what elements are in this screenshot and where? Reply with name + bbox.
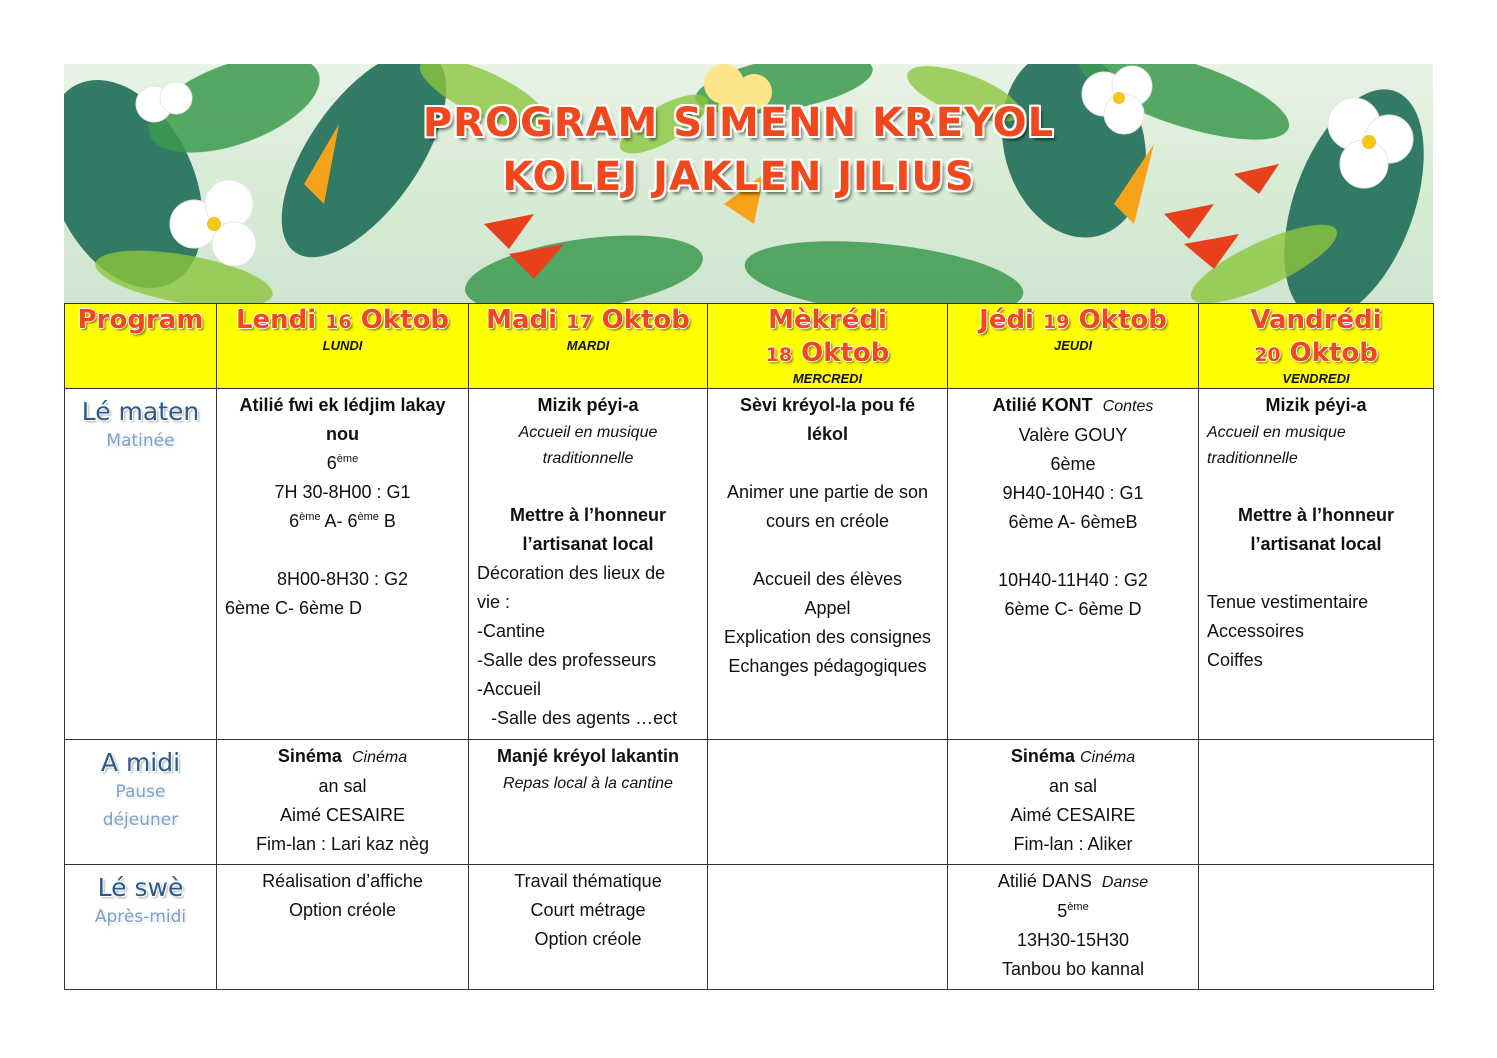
list-item: Tenue vestimentaire	[1207, 592, 1369, 612]
activity-title-line	[956, 867, 1190, 897]
list-item: -Salle des professeurs	[477, 650, 657, 670]
row-morning	[65, 389, 1434, 740]
class-number: 6	[326, 453, 337, 473]
activity-title-cont: nou	[326, 424, 359, 444]
day-number: 16	[325, 311, 352, 333]
slot-noon	[65, 740, 217, 865]
banner-title-line2: KOLEJ JAKLEN JILIUS	[502, 154, 975, 200]
activity-detail: Aimé CESAIRE	[279, 805, 406, 825]
header-row	[65, 304, 1434, 389]
class-groups	[225, 507, 460, 536]
day-french: LUNDI	[322, 338, 363, 353]
class-level	[956, 897, 1190, 926]
day-title	[217, 304, 468, 339]
activity-title: Atilié fwi ek lédjim lakay	[239, 395, 446, 415]
cell-afternoon-friday	[1199, 865, 1434, 990]
time-slot: 10H40-11H40 : G2	[998, 570, 1148, 590]
time-slot: 13H30-15H30	[1016, 930, 1130, 950]
day-name: Mèkrédi	[768, 305, 887, 335]
class-groups: 6ème C- 6ème D	[225, 598, 363, 618]
class-number: 5	[1057, 901, 1068, 921]
activity-detail: Fim-lan : Aliker	[1013, 834, 1133, 854]
activity-detail: cours en créole	[765, 511, 890, 531]
row-noon	[65, 740, 1434, 865]
activity-title: Sinéma	[1010, 746, 1075, 766]
activity-title-cont: l’artisanat local	[1250, 534, 1382, 554]
slot-subtitle: Pause	[115, 782, 166, 802]
day-month: Oktob	[360, 305, 450, 335]
day-number: 18	[765, 344, 793, 366]
day-number: 19	[1043, 311, 1070, 333]
activity-title-line	[956, 391, 1190, 421]
cell-afternoon-tuesday	[469, 865, 708, 990]
header-day-friday	[1199, 304, 1434, 389]
header-day-thursday	[948, 304, 1199, 389]
list-item: -Cantine	[477, 621, 546, 641]
spacer	[716, 449, 939, 478]
day-french: MARDI	[566, 338, 610, 353]
tropical-banner	[64, 64, 1433, 304]
slot-afternoon	[65, 865, 217, 990]
header-day-wednesday	[708, 304, 948, 389]
class-number: A- 6	[320, 511, 358, 531]
activity-subtitle: Cinéma	[1079, 749, 1136, 766]
header-program	[65, 304, 217, 389]
activity-title: Manjé kréyol lakantin	[496, 746, 680, 766]
header-day-tuesday	[469, 304, 708, 389]
day-name: Jédi	[979, 305, 1034, 335]
activity-title: Mettre à l’honneur	[509, 505, 666, 525]
slot-subtitle-cont: déjeuner	[102, 810, 179, 830]
activity-subtitle: Accueil en musique	[518, 424, 658, 441]
header-day-monday	[217, 304, 469, 389]
activity-detail: Appel	[804, 598, 851, 618]
activity-title: Atilié KONT	[992, 395, 1093, 415]
activity-detail: an sal	[318, 776, 367, 796]
activity-detail: Travail thématique	[514, 871, 662, 891]
list-item: Coiffes	[1207, 650, 1263, 670]
class-letter: B	[378, 511, 396, 531]
activity-detail: an sal	[1048, 776, 1098, 796]
cell-morning-thursday	[948, 389, 1199, 740]
activity-detail: Accueil des élèves	[752, 569, 903, 589]
activity-detail: Court métrage	[530, 900, 646, 920]
day-title	[469, 304, 707, 339]
spacer	[956, 537, 1190, 566]
class-suffix: ème	[357, 511, 379, 523]
activity-subtitle: Cinéma	[351, 749, 408, 766]
cell-afternoon-wednesday	[708, 865, 948, 990]
spacer	[1207, 559, 1425, 588]
activity-detail: Explication des consignes	[723, 627, 932, 647]
spacer	[1207, 472, 1425, 501]
activity-detail: Aimé CESAIRE	[1010, 805, 1136, 825]
cell-afternoon-monday	[217, 865, 469, 990]
activity-subtitle: Accueil en musique	[1207, 424, 1346, 441]
activity-detail: Option créole	[288, 900, 397, 920]
activity-subtitle-cont: traditionnelle	[542, 450, 634, 467]
day-french: VENDREDI	[1282, 371, 1350, 386]
cell-morning-monday	[217, 389, 469, 740]
day-number: 20	[1254, 344, 1281, 366]
schedule-table	[64, 303, 1434, 990]
slot-morning	[65, 389, 217, 740]
slot-title: A midi	[100, 748, 181, 777]
activity-detail: Tanbou bo kannal	[1001, 959, 1145, 979]
activity-detail: Valère GOUY	[1018, 425, 1128, 445]
banner-title-line1: PROGRAM SIMENN KREYOL	[422, 100, 1055, 146]
slot-subtitle: Matinée	[106, 431, 175, 451]
list-item: -Salle des agents …ect	[491, 708, 678, 728]
day-month: Oktob	[801, 338, 890, 368]
day-month: Oktob	[1078, 305, 1167, 335]
class-level	[225, 449, 460, 478]
activity-detail: Décoration des lieux de	[477, 563, 666, 583]
activity-subtitle: Repas local à la cantine	[503, 775, 673, 792]
activity-title-line	[225, 742, 460, 772]
day-name: Madi	[486, 305, 558, 335]
slot-subtitle: Après-midi	[94, 907, 187, 927]
class-suffix: ème	[336, 453, 359, 465]
list-item: Accessoires	[1207, 621, 1305, 641]
cell-noon-thursday	[948, 740, 1199, 865]
time-slot: 7H 30-8H00 : G1	[274, 482, 411, 502]
header-program-label: Program	[77, 305, 204, 335]
cell-morning-wednesday	[708, 389, 948, 740]
spacer	[716, 536, 939, 565]
class-suffix: ème	[1067, 901, 1089, 913]
day-french: JEUDI	[1053, 338, 1093, 353]
slot-title: Lé swè	[97, 873, 184, 902]
cell-noon-wednesday	[708, 740, 948, 865]
activity-detail: Echanges pédagogiques	[728, 656, 927, 676]
class-groups: 6ème A- 6èmeB	[1008, 512, 1138, 532]
day-name: Lendi	[235, 305, 317, 335]
time-slot: 8H00-8H30 : G2	[276, 569, 409, 589]
spacer	[225, 536, 460, 565]
activity-detail: Option créole	[534, 929, 642, 949]
class-level: 6ème	[1050, 454, 1096, 474]
day-french: MERCREDI	[792, 371, 863, 386]
activity-detail: vie :	[477, 592, 511, 612]
cell-noon-monday	[217, 740, 469, 865]
activity-title: Mizik péyi-a	[1265, 395, 1367, 415]
cell-noon-friday	[1199, 740, 1434, 865]
activity-subtitle: Danse	[1101, 874, 1149, 891]
activity-title: Mizik péyi-a	[537, 395, 639, 415]
cell-afternoon-thursday	[948, 865, 1199, 990]
cell-morning-tuesday	[469, 389, 708, 740]
activity-detail: Animer une partie de son	[726, 482, 929, 502]
day-month: Oktob	[601, 305, 690, 335]
activity-detail: Réalisation d’affiche	[262, 871, 423, 891]
class-suffix: ème	[299, 511, 321, 523]
spacer	[477, 472, 699, 501]
day-title	[948, 304, 1198, 339]
time-slot: 9H40-10H40 : G1	[1002, 483, 1144, 503]
class-number: 6	[289, 511, 300, 531]
slot-title: Lé maten	[81, 397, 200, 426]
activity-title: Mettre à l’honneur	[1237, 505, 1394, 525]
day-number: 17	[566, 311, 593, 333]
cell-morning-friday	[1199, 389, 1434, 740]
activity-title: Sèvi kréyol-la pou fé	[739, 395, 916, 415]
list-item: -Accueil	[477, 679, 542, 699]
cell-noon-tuesday	[469, 740, 708, 865]
row-afternoon	[65, 865, 1434, 990]
activity-title-cont: lékol	[806, 424, 849, 444]
activity-title: Atilié DANS	[997, 871, 1092, 891]
day-month: Oktob	[1289, 338, 1378, 368]
activity-subtitle-cont: traditionnelle	[1207, 450, 1298, 467]
day-date	[708, 337, 947, 372]
activity-subtitle: Contes	[1102, 398, 1154, 415]
day-date	[1199, 337, 1433, 372]
activity-detail: Fim-lan : Lari kaz nèg	[255, 834, 430, 854]
activity-title-line	[956, 742, 1190, 772]
activity-title: Sinéma	[277, 746, 342, 766]
activity-title-cont: l’artisanat local	[522, 534, 654, 554]
class-groups: 6ème C- 6ème D	[1004, 599, 1142, 619]
day-name: Vandrédi	[1250, 305, 1382, 335]
